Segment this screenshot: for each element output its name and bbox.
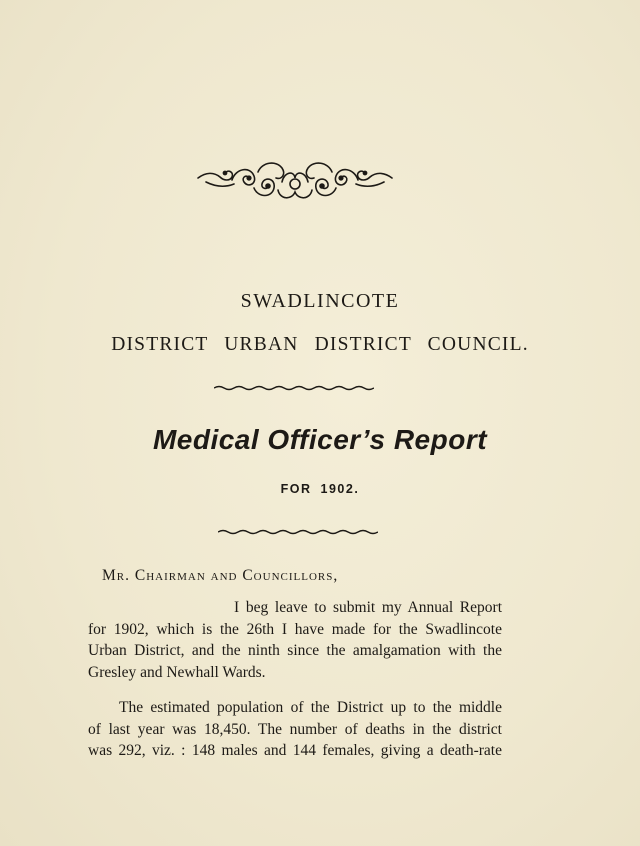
report-title: Medical Officer’s Report bbox=[152, 424, 488, 455]
text-line: for 1902, which is the 26th I have made for the Swadlincote bbox=[88, 620, 502, 638]
text-line: Urban District, and the ninth since the amalgamation with the bbox=[88, 642, 502, 659]
report-year: FOR 1902. bbox=[280, 482, 360, 496]
text-line: The estimated population of the District up to the middle bbox=[119, 699, 502, 716]
wavy-rule-divider bbox=[218, 529, 378, 535]
paragraph-intro bbox=[88, 597, 502, 683]
wavy-rule-divider bbox=[214, 385, 374, 391]
council-name-line2: DISTRICT URBAN DISTRICT COUNCIL. bbox=[111, 334, 529, 355]
text-line: of last year was 18,450. The number of deaths in the district bbox=[88, 720, 502, 738]
scroll-ornament-icon bbox=[196, 158, 394, 202]
text-line: I beg leave to submit my Annual Report bbox=[234, 599, 502, 616]
council-name-line1: SWADLINCOTE bbox=[240, 290, 400, 312]
salutation: Mr. Chairman and Councillors, bbox=[102, 567, 339, 584]
text-line: was 292, viz. : 148 males and 144 females, giving a death-rate bbox=[88, 742, 502, 759]
paragraph-population bbox=[88, 697, 502, 762]
text-line: Gresley and Newhall Wards. bbox=[88, 663, 266, 681]
